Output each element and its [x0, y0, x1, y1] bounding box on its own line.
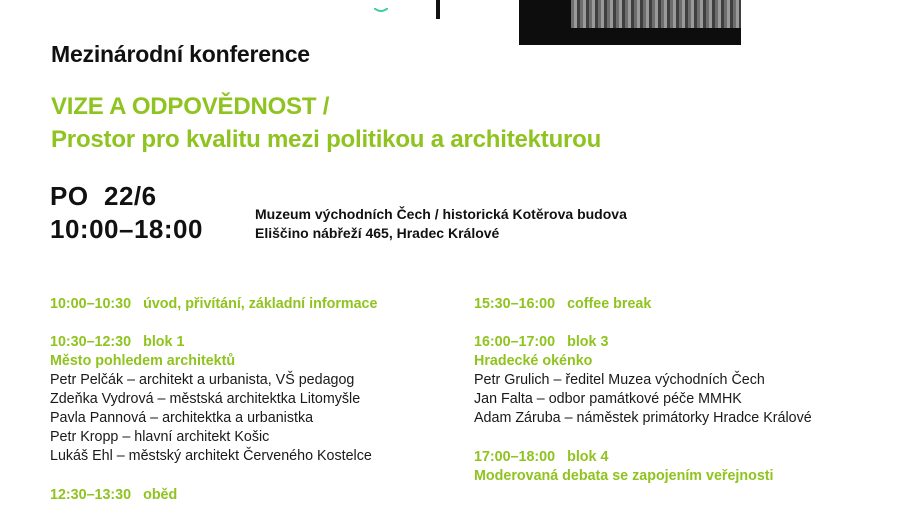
venue-address: Eliščino nábřeží 465, Hradec Králové [255, 225, 500, 241]
program-subtitle: Město pohledem architektů [50, 353, 236, 369]
conference-title: VIZE A ODPOVĚDNOST / [51, 93, 330, 120]
event-date: PO 22/6 [50, 181, 157, 211]
program-time: 17:00–18:00 [474, 449, 556, 465]
event-time: 10:00–18:00 [50, 214, 203, 244]
program-time: 15:30–16:00 [474, 296, 556, 312]
conference-subtitle: Prostor pro kvalitu mezi politikou a architekturou [51, 126, 602, 153]
speaker: Petr Grulich – ředitel Muzea východních Čech [474, 372, 765, 388]
program-item [50, 295, 377, 314]
program-label: blok 3 [567, 334, 609, 350]
speaker: Jan Falta – odbor památkové péče MMHK [474, 391, 742, 407]
program-label: blok 4 [567, 449, 609, 465]
program-item [474, 295, 651, 314]
program-label: blok 1 [143, 334, 185, 350]
decorative-black-bar [436, 0, 440, 19]
program-subtitle: Hradecké okénko [474, 353, 593, 369]
conference-kicker: Mezinárodní konference [51, 41, 310, 67]
program-item [474, 333, 812, 428]
program-label: coffee break [567, 296, 652, 312]
speaker: Pavla Pannová – architektka a urbanistka [50, 410, 314, 426]
program-time: 10:00–10:30 [50, 296, 132, 312]
program-item [50, 333, 372, 466]
venue-name: Muzeum východních Čech / historická Kotěrova budova [255, 206, 627, 222]
speaker: Zdeňka Vydrová – městská architektka Litomyšle [50, 391, 361, 407]
speaker: Petr Pelčák – architekt a urbanista, VŠ pedagog [50, 372, 355, 388]
program-time: 10:30–12:30 [50, 334, 132, 350]
speaker: Lukáš Ehl – městský architekt Červeného Kostelce [50, 448, 372, 464]
program-label: oběd [143, 487, 178, 503]
speaker: Adam Záruba – náměstek primátorky Hradce Králové [474, 410, 812, 426]
program-time: 16:00–17:00 [474, 334, 556, 350]
program-label: úvod, přivítání, základní informace [143, 296, 378, 312]
decorative-building-photo [519, 0, 741, 45]
decorative-green-shape [374, 0, 388, 5]
program-item [474, 448, 774, 486]
program-time: 12:30–13:30 [50, 487, 132, 503]
speaker: Petr Kropp – hlavní architekt Košic [50, 429, 270, 445]
program-subtitle: Moderovaná debata se zapojením veřejnosti [474, 468, 774, 484]
program-item [50, 486, 177, 505]
